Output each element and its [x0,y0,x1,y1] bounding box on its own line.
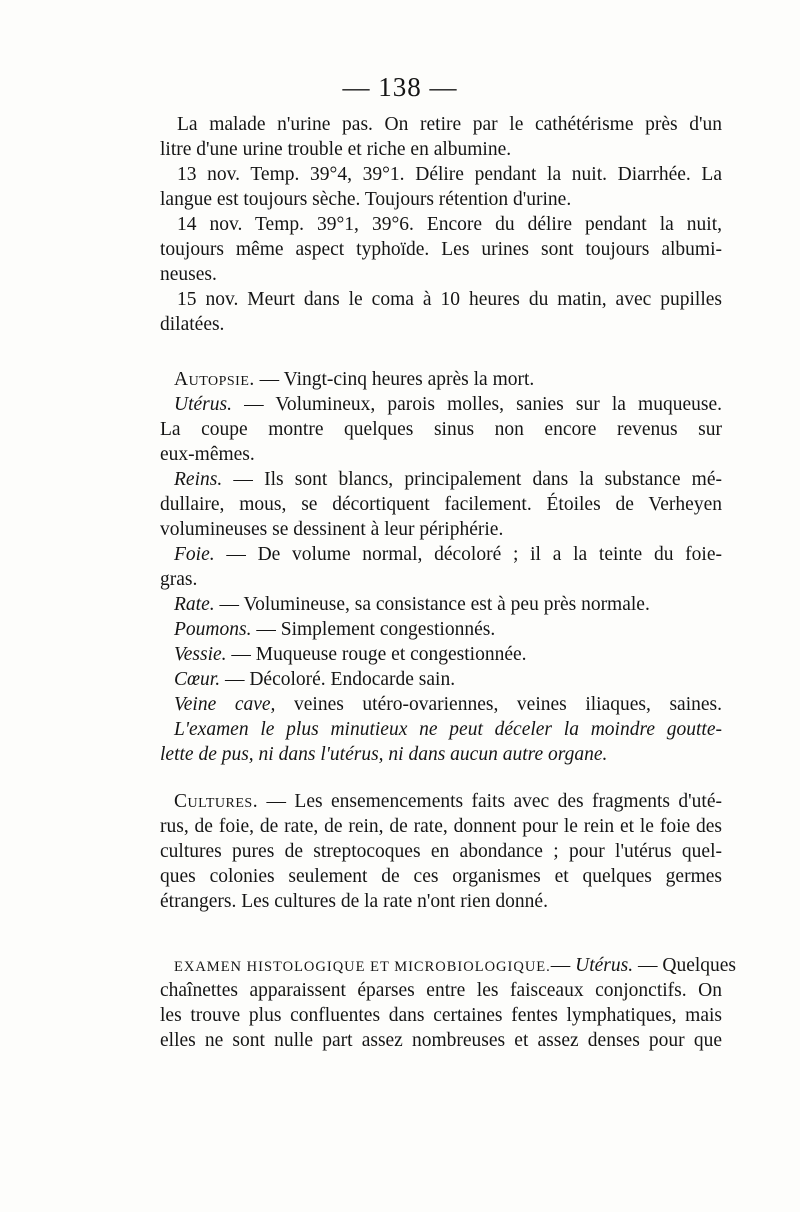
autopsy-conclusion: lette de pus, ni dans l'utérus, ni dans aucun autre organe. [160,744,608,765]
text-line [160,592,722,617]
histology-text: — Quelques [633,955,737,976]
autopsy-section [160,367,722,767]
organ-text: — Décoloré. Endocarde sain. [220,669,456,690]
organ-label-vessie: Vessie. [174,644,227,665]
text-line: neuses. [160,264,217,285]
text-line: 15 nov. Meurt dans le coma à 10 heures du matin, avec pupilles [177,289,722,310]
cultures-section [160,789,722,914]
text-line: La coupe montre quelques sinus non encore revenus sur [160,419,722,440]
cultures-text: — Les ensemencements faits avec des fragments d'uté- [258,791,722,812]
text-line: gras. [160,569,198,590]
organ-text: — Simplement congestionnés. [251,619,496,640]
histology-heading: EXAMEN HISTOLOGIQUE ET MICROBIOLOGIQUE. [174,959,551,975]
organ-text: veines utéro-ovariennes, veines iliaques, saines. [275,694,722,715]
text-line [160,617,722,642]
text-line [160,467,722,492]
text-line: dullaire, mous, se décortiquent facilement. Étoiles de Verheyen [160,494,722,515]
organ-text: — Muqueuse rouge et congestionnée. [226,644,527,665]
organ-label-coeur: Cœur. [174,669,221,690]
text-line: dilatées. [160,314,225,335]
organ-text: — Ils sont blancs, principalement dans la substance mé- [222,469,722,490]
text-line: les trouve plus confluentes dans certaines fentes lymphatiques, mais [160,1005,722,1026]
text-line: eux-mêmes. [160,444,255,465]
organ-label-uterus: Utérus. [174,394,232,415]
organ-label-rate: Rate. [174,594,215,615]
text-line: rus, de foie, de rate, de rein, de rate, donnent pour le rein et le foie des [160,816,722,837]
text-line: chaînettes apparaissent éparses entre les faisceaux conjonctifs. On [160,980,722,1001]
text-line: 13 nov. Temp. 39°4, 39°1. Délire pendant la nuit. Diarrhée. La [177,164,722,185]
organ-label-uterus: Utérus. [575,955,634,976]
text-line: La malade n'urine pas. On retire par le cathétérisme près d'un [177,114,722,135]
text-line: volumineuses se dessinent à leur périphérie. [160,519,504,540]
autopsy-heading: Autopsie. [174,369,255,390]
organ-text: — De volume normal, décoloré ; il a la teinte du foie- [214,544,722,565]
text-line [160,692,722,717]
text-line: elles ne sont nulle part assez nombreuses et assez denses pour que [160,1030,722,1051]
organ-text: — Volumineuse, sa consistance est à peu près normale. [214,594,650,615]
organ-label-poumons: Poumons. [174,619,252,640]
text-line [160,789,722,814]
text-line: langue est toujours sèche. Toujours rétention d'urine. [160,189,572,210]
text-line: étrangers. Les cultures de la rate n'ont rien donné. [160,891,548,912]
text-line: ques colonies seulement de ces organismes et quelques germes [160,866,722,887]
histology-section [160,953,737,1053]
cultures-heading: Cultures. [174,791,259,812]
text-line [160,367,722,392]
text-line [160,542,722,567]
text-line: 14 nov. Temp. 39°1, 39°6. Encore du délire pendant la nuit, [177,214,722,235]
clinical-notes [160,112,722,337]
autopsy-conclusion: L'examen le plus minutieux ne peut déceler la moindre goutte- [174,719,722,740]
text-line: toujours même aspect typhoïde. Les urines sont toujours albumi- [160,239,722,260]
organ-label-veine-cave: Veine cave, [174,694,276,715]
text-line: litre d'une urine trouble et riche en albumine. [160,139,512,160]
autopsy-intro: — Vingt-cinq heures après la mort. [254,369,535,390]
page-number: — 138 — [342,72,458,102]
organ-text: — Volumineux, parois molles, sanies sur la muqueuse. [231,394,722,415]
histology-dash: — [550,955,576,976]
text-line [160,392,722,417]
organ-label-reins: Reins. [174,469,223,490]
text-line [160,953,737,978]
text-line [160,667,722,692]
organ-label-foie: Foie. [174,544,215,565]
text-line [160,642,722,667]
text-line: cultures pures de streptocoques en abondance ; pour l'utérus quel- [160,841,722,862]
